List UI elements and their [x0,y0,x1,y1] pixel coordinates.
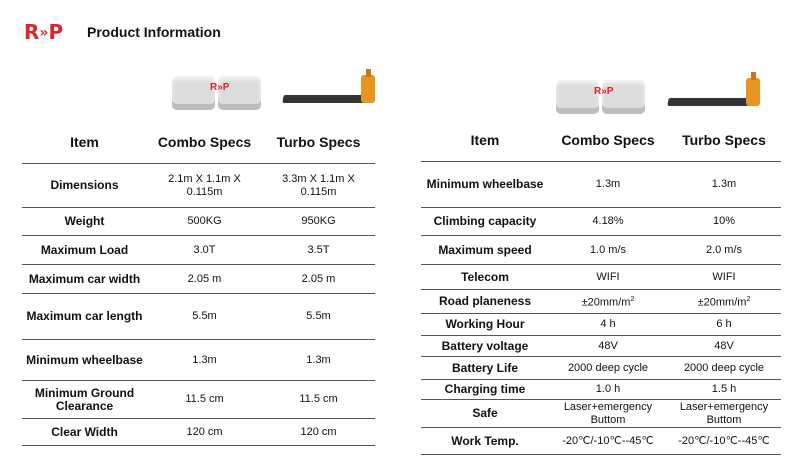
combo-column-header: Combo Specs [147,121,262,164]
table-row [22,381,375,419]
right-spec-table [421,119,781,455]
table-row [421,336,781,357]
combo-value: 2.05 m [147,265,262,294]
right-header-row [421,119,781,162]
turbo-column-header: Turbo Specs [667,119,781,162]
table-row [22,164,375,208]
combo-value: 500KG [147,208,262,236]
page-title: Product Information [87,24,221,40]
turbo-value: WIFI [667,265,781,290]
combo-product-image [172,76,262,110]
turbo-value: 120 cm [262,419,375,446]
table-row [421,290,781,314]
combo-value: 2000 deep cycle [549,357,667,380]
combo-value: $\pm 20mm/m^2$ [549,290,667,314]
turbo-value: 1.5 h [667,380,781,400]
combo-product-image-right [556,80,646,114]
turbo-value: 3.5T [262,236,375,265]
table-row [421,357,781,380]
row-label: Minimum wheelbase [421,162,549,208]
row-label: Dimensions [22,164,147,208]
row-label: Battery Life [421,357,549,380]
item-column-header: Item [421,119,549,162]
turbo-product-image [283,69,375,105]
table-row [421,236,781,265]
row-label: Battery voltage [421,336,549,357]
row-label: Maximum speed [421,236,549,265]
combo-value: 11.5 cm [147,381,262,419]
row-label: Maximum car width [22,265,147,294]
row-label: Minimum wheelbase [22,340,147,381]
combo-value: 4 h [549,314,667,336]
combo-value: 4.18% [549,208,667,236]
turbo-value: 1.3m [262,340,375,381]
turbo-value: 950KG [262,208,375,236]
row-label: Maximum Load [22,236,147,265]
combo-value: 5.5m [147,294,262,340]
row-label: Weight [22,208,147,236]
turbo-value: 6 h [667,314,781,336]
table-row [22,294,375,340]
turbo-value: 48V [667,336,781,357]
table-row [22,419,375,446]
turbo-value: 2.0 m/s [667,236,781,265]
combo-value: 48V [549,336,667,357]
turbo-value: 11.5 cm [262,381,375,419]
row-label: Climbing capacity [421,208,549,236]
combo-column-header: Combo Specs [549,119,667,162]
table-row [421,380,781,400]
combo-value: Laser+emergency Buttom [549,400,667,428]
logo-arrows: » [39,25,49,41]
row-label: Road planeness [421,290,549,314]
turbo-value: $\pm 20mm/m^2$ [667,290,781,314]
brand-logo: R»P [24,20,64,44]
combo-value: WIFI [549,265,667,290]
combo-image-mark-right: R»P [594,86,614,97]
combo-value: 2.1m X 1.1m X 0.115m [147,164,262,208]
left-spec-table [22,121,375,446]
row-label: Maximum car length [22,294,147,340]
combo-value: 1.3m [549,162,667,208]
turbo-value: 2.05 m [262,265,375,294]
table-row [421,265,781,290]
row-label: Telecom [421,265,549,290]
turbo-column-header: Turbo Specs [262,121,375,164]
table-row [421,208,781,236]
table-row [421,400,781,428]
row-label: Charging time [421,380,549,400]
row-label: Work Temp. [421,428,549,455]
table-row [22,340,375,381]
turbo-value: 10% [667,208,781,236]
turbo-value: 1.3m [667,162,781,208]
turbo-value: Laser+emergency Buttom [667,400,781,428]
row-label: Working Hour [421,314,549,336]
table-row [421,162,781,208]
left-header-row [22,121,375,164]
row-label: Minimum Ground Clearance [22,381,147,419]
turbo-value: -20℃/-10℃--45℃ [667,428,781,455]
table-row [22,208,375,236]
table-row [421,428,781,455]
table-row [421,314,781,336]
table-row [22,265,375,294]
combo-value: -20℃/-10℃--45℃ [549,428,667,455]
item-column-header: Item [22,121,147,164]
turbo-value: 3.3m X 1.1m X 0.115m [262,164,375,208]
combo-value: 1.0 m/s [549,236,667,265]
combo-value: 120 cm [147,419,262,446]
turbo-product-image-right [668,72,760,108]
turbo-value: 2000 deep cycle [667,357,781,380]
row-label: Safe [421,400,549,428]
combo-image-mark: R»P [210,82,230,93]
combo-value: 1.3m [147,340,262,381]
row-label: Clear Width [22,419,147,446]
combo-value: 1.0 h [549,380,667,400]
table-row [22,236,375,265]
turbo-value: 5.5m [262,294,375,340]
combo-value: 3.0T [147,236,262,265]
